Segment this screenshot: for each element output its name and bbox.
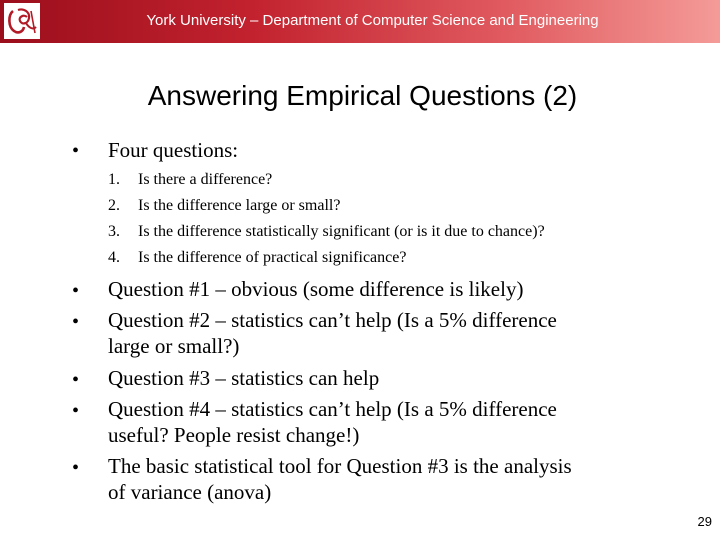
header-bar — [0, 0, 720, 43]
bullet-icon: • — [72, 140, 80, 162]
question-text: Is there a difference? — [138, 171, 273, 188]
question-text: Is the difference statistically significant (or is it due to chance)? — [138, 223, 545, 240]
question-text: Is the difference large or small? — [138, 197, 341, 214]
point-text: Question #4 – statistics can’t help (Is a 5% difference — [108, 397, 557, 421]
point-text: The basic statistical tool for Question #3 is the analysis — [108, 454, 572, 478]
slide-title: Answering Empirical Questions (2) — [147, 80, 578, 111]
page-number: 29 — [697, 514, 712, 529]
point-text: Question #2 – statistics can’t help (Is a 5% difference — [108, 308, 557, 332]
point-text: of variance (anova) — [108, 480, 272, 504]
point-text: large or small?) — [108, 334, 240, 358]
intro-text: Four questions: — [108, 138, 239, 162]
bullet-icon: • — [72, 369, 80, 391]
bullet-icon: • — [72, 457, 80, 479]
point-text: useful? People resist change!) — [108, 423, 360, 447]
question-number: 2. — [108, 197, 120, 214]
question-number: 1. — [108, 171, 120, 188]
question-number: 3. — [108, 223, 120, 240]
bullet-icon: • — [72, 280, 80, 302]
header-title: York University – Department of Computer Science and Engineering — [146, 12, 599, 29]
question-number: 4. — [108, 249, 120, 266]
question-text: Is the difference of practical significance? — [138, 249, 407, 266]
point-text: Question #3 – statistics can help — [108, 366, 380, 390]
point-text: Question #1 – obvious (some difference is likely) — [108, 277, 524, 301]
bullet-icon: • — [72, 311, 80, 333]
bullet-icon: • — [72, 400, 80, 422]
